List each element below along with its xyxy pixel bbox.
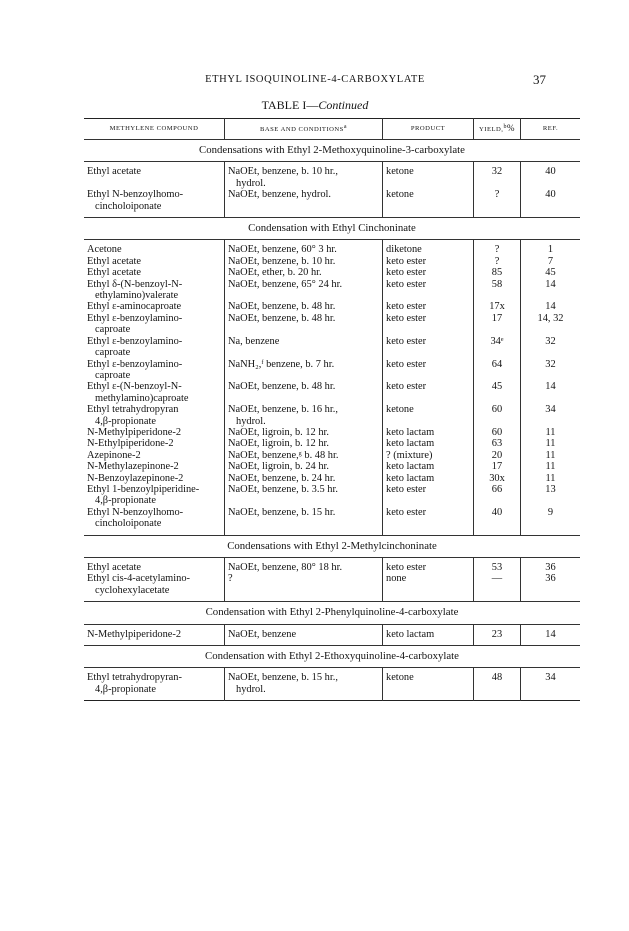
table-row [84, 473, 580, 484]
compound-line: Acetone [87, 244, 122, 256]
yield-header-text: YIELD, [479, 126, 504, 134]
yield-cell: 34ᵉ [474, 336, 521, 359]
table-row [84, 427, 580, 438]
yield-cell: 32 [474, 162, 521, 189]
conditions-line: NaOEt, ligroin, b. 12 hr. [228, 426, 330, 438]
conditions-line: Na, benzene [228, 335, 280, 347]
compound-line: methylamino)caproate [95, 392, 189, 404]
compound-line: cincholoiponate [95, 200, 162, 212]
conditions-line: NaOEt, benzene, b. 10 hr., [228, 166, 338, 178]
ref-cell: 14 [521, 381, 581, 404]
section-heading-row [84, 646, 580, 668]
yield-cell: 17 [474, 313, 521, 336]
compound-cell [84, 162, 225, 189]
compound-line: N-Methylazepinone-2 [87, 461, 179, 473]
yield-cell: 48 [474, 668, 521, 701]
yield-cell: 53 [474, 558, 521, 574]
ref-cell: 11 [521, 473, 581, 484]
ref-cell: 34 [521, 668, 581, 701]
ref-cell: 11 [521, 438, 581, 449]
yield-cell: ? [474, 240, 521, 256]
conditions-line: NaOEt, benzene,ᵍ b. 48 hr. [228, 449, 339, 461]
yield-cell: 17x [474, 301, 521, 312]
compound-line: Ethyl 1-benzoylpiperidine- [87, 483, 200, 495]
conditions-line: hydrol. [236, 683, 266, 695]
yield-cell: 45 [474, 381, 521, 404]
product-cell: ketone [383, 162, 474, 189]
product-cell: keto lactam [383, 438, 474, 449]
product-cell: keto ester [383, 313, 474, 336]
table-row [84, 267, 580, 278]
ref-cell: 13 [521, 484, 581, 507]
compound-cell [84, 484, 225, 507]
conditions-cell [225, 359, 383, 382]
product-cell: keto ester [383, 336, 474, 359]
table-row [84, 189, 580, 217]
compound-cell [84, 313, 225, 336]
table-row [84, 438, 580, 449]
conditions-cell [225, 162, 383, 189]
conditions-line: hydrol. [236, 415, 266, 427]
conditions-cell [225, 473, 383, 484]
compound-line: Ethyl ε-benzoylamino- [87, 312, 183, 324]
compound-cell [84, 668, 225, 701]
conditions-line: NaOEt, benzene, b. 24 hr. [228, 472, 336, 484]
product-cell: ketone [383, 668, 474, 701]
compound-line: Ethyl ε-aminocaproate [87, 301, 182, 313]
compound-line: ethylamino)valerate [95, 290, 179, 302]
conditions-line: NaOEt, benzene [228, 628, 297, 640]
compound-line: caproate [95, 347, 131, 359]
ref-cell: 14, 32 [521, 313, 581, 336]
conditions-cell [225, 624, 383, 645]
yield-cell: 85 [474, 267, 521, 278]
ref-cell: 14 [521, 279, 581, 302]
conditions-line: NaOEt, ligroin, b. 12 hr. [228, 438, 330, 450]
conditions-header-text: BASE AND CONDITIONS [259, 126, 344, 134]
compound-cell [84, 624, 225, 645]
table-row [84, 668, 580, 701]
compound-cell [84, 558, 225, 574]
product-cell: ketone [383, 189, 474, 217]
ref-cell: 32 [521, 359, 581, 382]
compound-cell [84, 359, 225, 382]
table-row [84, 279, 580, 302]
conditions-cell [225, 267, 383, 278]
table-row [84, 256, 580, 267]
table-row [84, 484, 580, 507]
compound-line: Ethyl ε-benzoylamino- [87, 335, 183, 347]
conditions-line: NaOEt, benzene, 60° 3 hr. [228, 244, 337, 256]
table-row [84, 450, 580, 461]
conditions-line: NaOEt, benzene, b. 16 hr., [228, 404, 338, 416]
compound-line: Ethyl acetate [87, 166, 141, 178]
compound-cell [84, 381, 225, 404]
product-cell: keto ester [383, 267, 474, 278]
page-number: 37 [533, 72, 546, 87]
conditions-footnote-mark: a [343, 124, 348, 131]
product-cell: keto ester [383, 301, 474, 312]
conditions-line: NaOEt, benzene, 80° 18 hr. [228, 562, 343, 573]
ref-cell: 45 [521, 267, 581, 278]
conditions-cell [225, 668, 383, 701]
conditions-cell [225, 484, 383, 507]
yield-cell: 17 [474, 461, 521, 472]
product-cell: keto lactam [383, 427, 474, 438]
product-cell: diketone [383, 240, 474, 256]
compound-line: N-Methylpiperidone-2 [87, 426, 182, 438]
ref-cell: 32 [521, 336, 581, 359]
compound-line: 4,β-propionate [95, 495, 156, 507]
table-row [84, 162, 580, 189]
ref-cell: 11 [521, 450, 581, 461]
compound-line: caproate [95, 369, 131, 381]
conditions-line: NaOEt, benzene, b. 3.5 hr. [228, 483, 338, 495]
compound-line: caproate [95, 324, 131, 336]
ref-cell: 11 [521, 461, 581, 472]
section-heading-row [84, 218, 580, 240]
conditions-cell [225, 573, 383, 601]
ref-cell: 40 [521, 189, 581, 217]
compound-line: Azepinone-2 [87, 449, 141, 461]
ref-cell: 40 [521, 162, 581, 189]
conditions-cell [225, 256, 383, 267]
conditions-line: NaOEt, ligroin, b. 24 hr. [228, 461, 330, 473]
product-cell: keto ester [383, 507, 474, 535]
conditions-line: ? [228, 573, 233, 585]
conditions-line: NaOEt, ether, b. 20 hr. [228, 267, 322, 279]
ref-cell: 1 [521, 240, 581, 256]
yield-cell: 63 [474, 438, 521, 449]
conditions-line: NaOEt, benzene, b. 15 hr., [228, 672, 338, 684]
product-cell: keto lactam [383, 461, 474, 472]
conditions-cell [225, 507, 383, 535]
compound-line: 4,β-propionate [95, 415, 156, 427]
conditions-line: NaOEt, benzene, b. 10 hr. [228, 255, 336, 267]
table-row [84, 381, 580, 404]
section-heading-row [84, 602, 580, 624]
compound-cell [84, 473, 225, 484]
section-heading-row [84, 140, 580, 162]
page-header [84, 72, 546, 90]
compound-line: Ethyl ε-(N-benzoyl-N- [87, 381, 182, 393]
compound-cell [84, 404, 225, 427]
data-table [84, 118, 580, 701]
ref-cell: 36 [521, 558, 581, 574]
yield-cell: 66 [474, 484, 521, 507]
section-title: Condensation with Ethyl 2-Ethoxyquinoline-4-carboxylate [84, 646, 580, 668]
compound-line: N-Methylpiperidone-2 [87, 628, 182, 640]
conditions-cell [225, 301, 383, 312]
yield-cell: 23 [474, 624, 521, 645]
conditions-cell [225, 450, 383, 461]
compound-line: 4,β-propionate [95, 683, 156, 695]
compound-line: Ethyl acetate [87, 267, 141, 279]
conditions-line: NaOEt, benzene, hydrol. [228, 189, 332, 201]
product-cell: none [383, 573, 474, 601]
compound-line: Ethyl acetate [87, 562, 141, 573]
conditions-cell [225, 313, 383, 336]
section-title: Condensations with Ethyl 2-Methylcinchoninate [84, 535, 580, 557]
yield-cell: 64 [474, 359, 521, 382]
product-cell: keto ester [383, 484, 474, 507]
data-table-container [84, 118, 564, 701]
compound-line: Ethyl tetrahydropyran [87, 404, 179, 416]
product-cell: keto lactam [383, 624, 474, 645]
product-cell: keto ester [383, 381, 474, 404]
yield-cell: 30x [474, 473, 521, 484]
ref-cell: 36 [521, 573, 581, 601]
compound-line: Ethyl N-benzoylhomo- [87, 189, 184, 201]
column-header-product: PRODUCT [383, 119, 474, 140]
conditions-line: NaNH₂,ᶠ benzene, b. 7 hr. [228, 358, 335, 370]
conditions-cell [225, 461, 383, 472]
conditions-cell [225, 381, 383, 404]
yield-footnote-mark: b [503, 124, 507, 131]
conditions-cell [225, 558, 383, 574]
table-title-main: TABLE I— [261, 98, 319, 112]
compound-line: N-Ethylpiperidone-2 [87, 438, 174, 450]
product-cell: ketone [383, 404, 474, 427]
conditions-cell [225, 438, 383, 449]
yield-cell: — [474, 573, 521, 601]
section-title: Condensation with Ethyl Cinchoninate [84, 218, 580, 240]
compound-line: Ethyl cis-4-acetylamino- [87, 573, 191, 585]
table-row [84, 336, 580, 359]
compound-line: N-Benzoylazepinone-2 [87, 472, 184, 484]
compound-cell [84, 427, 225, 438]
yield-cell: 60 [474, 427, 521, 438]
compound-cell [84, 279, 225, 302]
table-row [84, 359, 580, 382]
ref-cell: 14 [521, 624, 581, 645]
table-row [84, 461, 580, 472]
conditions-cell [225, 189, 383, 217]
compound-cell [84, 450, 225, 461]
column-header-ref: REF. [521, 119, 581, 140]
table-row [84, 313, 580, 336]
compound-cell [84, 267, 225, 278]
compound-cell [84, 573, 225, 601]
compound-line: Ethyl ε-benzoylamino- [87, 358, 183, 370]
conditions-line: NaOEt, benzene, b. 48 hr. [228, 301, 336, 313]
yield-cell: 60 [474, 404, 521, 427]
table-row [84, 404, 580, 427]
table-header [84, 119, 580, 140]
yield-cell: 40 [474, 507, 521, 535]
ref-cell: 9 [521, 507, 581, 535]
section-heading-row [84, 535, 580, 557]
compound-cell [84, 507, 225, 535]
table-title-continued: Continued [318, 98, 369, 112]
section-title: Condensation with Ethyl 2-Phenylquinoline-4-carboxylate [84, 602, 580, 624]
table-body [84, 140, 580, 701]
compound-cell [84, 256, 225, 267]
conditions-line: NaOEt, benzene, b. 48 hr. [228, 381, 336, 393]
ref-cell: 34 [521, 404, 581, 427]
compound-cell [84, 438, 225, 449]
product-cell: ? (mixture) [383, 450, 474, 461]
compound-line: Ethyl acetate [87, 255, 141, 267]
yield-cell: 20 [474, 450, 521, 461]
conditions-line: NaOEt, benzene, 65° 24 hr. [228, 278, 343, 290]
running-title: ETHYL ISOQUINOLINE-4-CARBOXYLATE [205, 74, 425, 85]
column-header-conditions [225, 119, 383, 140]
product-cell: keto ester [383, 256, 474, 267]
compound-line: cincholoiponate [95, 518, 162, 530]
conditions-line: NaOEt, benzene, b. 48 hr. [228, 312, 336, 324]
compound-line: cyclohexylacetate [95, 584, 170, 596]
column-header-compound: METHYLENE COMPOUND [109, 125, 199, 133]
compound-line: Ethyl tetrahydropyran- [87, 672, 182, 684]
conditions-cell [225, 427, 383, 438]
section-title: Condensations with Ethyl 2-Methoxyquinoline-3-carboxylate [84, 140, 580, 162]
table-row [84, 507, 580, 535]
table-row [84, 573, 580, 601]
compound-cell [84, 301, 225, 312]
compound-cell [84, 189, 225, 217]
yield-cell: ? [474, 256, 521, 267]
ref-cell: 14 [521, 301, 581, 312]
conditions-cell [225, 404, 383, 427]
product-cell: keto lactam [383, 473, 474, 484]
table-row [84, 558, 580, 574]
conditions-cell [225, 279, 383, 302]
compound-cell [84, 240, 225, 256]
yield-cell: ? [474, 189, 521, 217]
compound-line: Ethyl N-benzoylhomo- [87, 506, 184, 518]
table-row [84, 624, 580, 645]
ref-cell: 11 [521, 427, 581, 438]
yield-unit: % [506, 123, 515, 134]
conditions-cell [225, 240, 383, 256]
compound-cell [84, 461, 225, 472]
header-row [84, 119, 580, 140]
conditions-cell [225, 336, 383, 359]
table-row [84, 240, 580, 256]
product-cell: keto ester [383, 279, 474, 302]
yield-cell: 58 [474, 279, 521, 302]
ref-cell: 7 [521, 256, 581, 267]
compound-line: Ethyl δ-(N-benzoyl-N- [87, 278, 183, 290]
product-cell: keto ester [383, 558, 474, 574]
table-row [84, 301, 580, 312]
product-cell: keto ester [383, 359, 474, 382]
conditions-line: NaOEt, benzene, b. 15 hr. [228, 506, 336, 518]
conditions-line: hydrol. [236, 177, 266, 189]
compound-cell [84, 336, 225, 359]
column-header-yield [474, 119, 521, 140]
table-title [84, 98, 546, 113]
